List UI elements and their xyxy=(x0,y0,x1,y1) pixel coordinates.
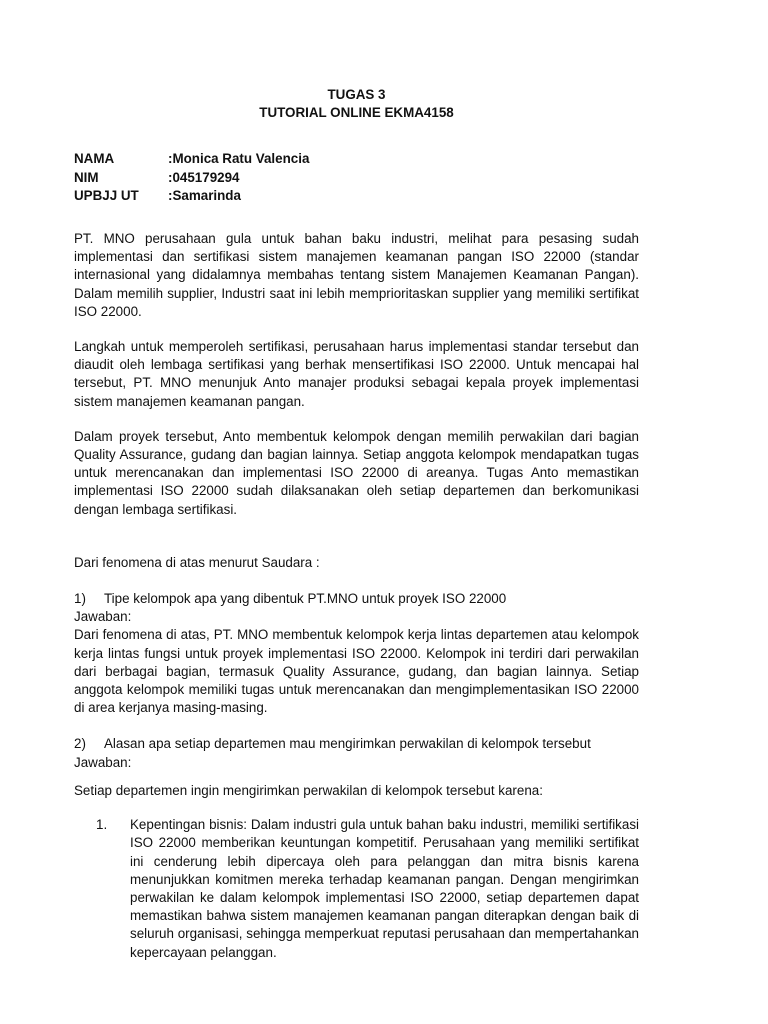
list-text: Kepentingan bisnis: Dalam industri gula untuk bahan baku industri, memiliki sertifikasi ISO 22000 memberikan keuntungan kompetitif. Perusahaan yang memiliki sertifikat ini cenderung lebih dipercaya oleh para pelanggan dan mitra bisnis karena menunjukkan komitmen mereka terhadap keamanan pangan. Dengan mengirimkan perwakilan ke dalam kelompok implementasi ISO 22000, setiap departemen dapat memastikan bahwa sistem manajemen keamanan pangan diterapkan dengan baik di seluruh organisasi, sehingga memperkuat reputasi perusahaan dan mempertahankan kepercayaan pelanggan. xyxy=(130,817,639,960)
question-number: 1) xyxy=(74,591,86,607)
identity-row-name xyxy=(74,150,639,168)
identity-key: NIM xyxy=(74,169,99,185)
identity-key: UPBJJ UT xyxy=(74,187,139,203)
reasons-list xyxy=(74,816,639,962)
identity-value: :Samarinda xyxy=(168,187,241,203)
list-item xyxy=(74,816,639,962)
answer-label: Jawaban: xyxy=(74,754,132,770)
list-number: 1. xyxy=(96,817,108,833)
question-1-label xyxy=(74,590,639,608)
answer-label: Jawaban: xyxy=(74,609,132,625)
question-text: Alasan apa setiap departemen mau mengirimkan perwakilan di kelompok tersebut xyxy=(104,736,591,752)
case-paragraph-1: PT. MNO perusahaan gula untuk bahan baku industri, melihat para pesasing sudah implementasi dan sertifikasi sistem manajemen keamanan pangan ISO 22000 (standar internasional yang didalamnya membahas tentang sistem Manajemen Keamanan Pangan). Dalam memilih supplier, Industri saat ini lebih memprioritaskan supplier yang memiliki sertifikat ISO 22000. xyxy=(74,231,639,319)
doc-subtitle: TUTORIAL ONLINE EKMA4158 xyxy=(259,105,454,121)
question-intro: Dari fenomena di atas menurut Saudara : xyxy=(74,554,320,570)
case-paragraph-3: Dalam proyek tersebut, Anto membentuk kelompok dengan memilih perwakilan dari bagian Quality Assurance, gudang dan bagian lainnya. Setiap anggota kelompok mendapatkan tugas untuk merencanakan dan implementasi ISO 22000 di areanya. Tugas Anto memastikan implementasi ISO 22000 sudah dilaksanakan oleh setiap departemen dan berkomunikasi dengan lembaga sertifikasi. xyxy=(74,428,639,517)
doc-title: TUGAS 3 xyxy=(327,87,386,102)
answer-lead: Setiap departemen ingin mengirimkan perwakilan di kelompok tersebut karena: xyxy=(74,782,543,798)
question-1 xyxy=(74,590,639,717)
question-number: 2) xyxy=(74,736,86,752)
question-2-label xyxy=(74,735,639,753)
identity-row-nim xyxy=(74,169,639,187)
identity-key: NAMA xyxy=(74,151,115,167)
document-page xyxy=(74,86,639,962)
question-text: Tipe kelompok apa yang dibentuk PT.MNO untuk proyek ISO 22000 xyxy=(104,591,507,607)
identity-block xyxy=(74,150,639,205)
answer-text: Dari fenomena di atas, PT. MNO membentuk kelompok kerja lintas departemen atau kelompok kerja lintas fungsi untuk proyek implementasi ISO 22000. Kelompok ini terdiri dari perwakilan dari berbagai bagian, termasuk Quality Assurance, gudang, dan bagian lainnya. Setiap anggota kelompok memiliki tugas untuk merencanakan dan mengimplementasikan ISO 22000 di area kerjanya masing-masing. xyxy=(74,627,639,716)
identity-value: :045179294 xyxy=(168,169,240,185)
identity-value: :Monica Ratu Valencia xyxy=(168,151,310,167)
case-paragraph-2: Langkah untuk memperoleh sertifikasi, perusahaan harus implementasi standar tersebut dan diaudit oleh lembaga sertifikasi yang berhak mensertifikasi ISO 22000. Untuk mencapai hal tersebut, PT. MNO menunjuk Anto manajer produksi sebagai kepala proyek implementasi sistem manajemen keamanan pangan. xyxy=(74,339,639,409)
identity-row-upbjj xyxy=(74,187,639,205)
question-2 xyxy=(74,735,639,961)
